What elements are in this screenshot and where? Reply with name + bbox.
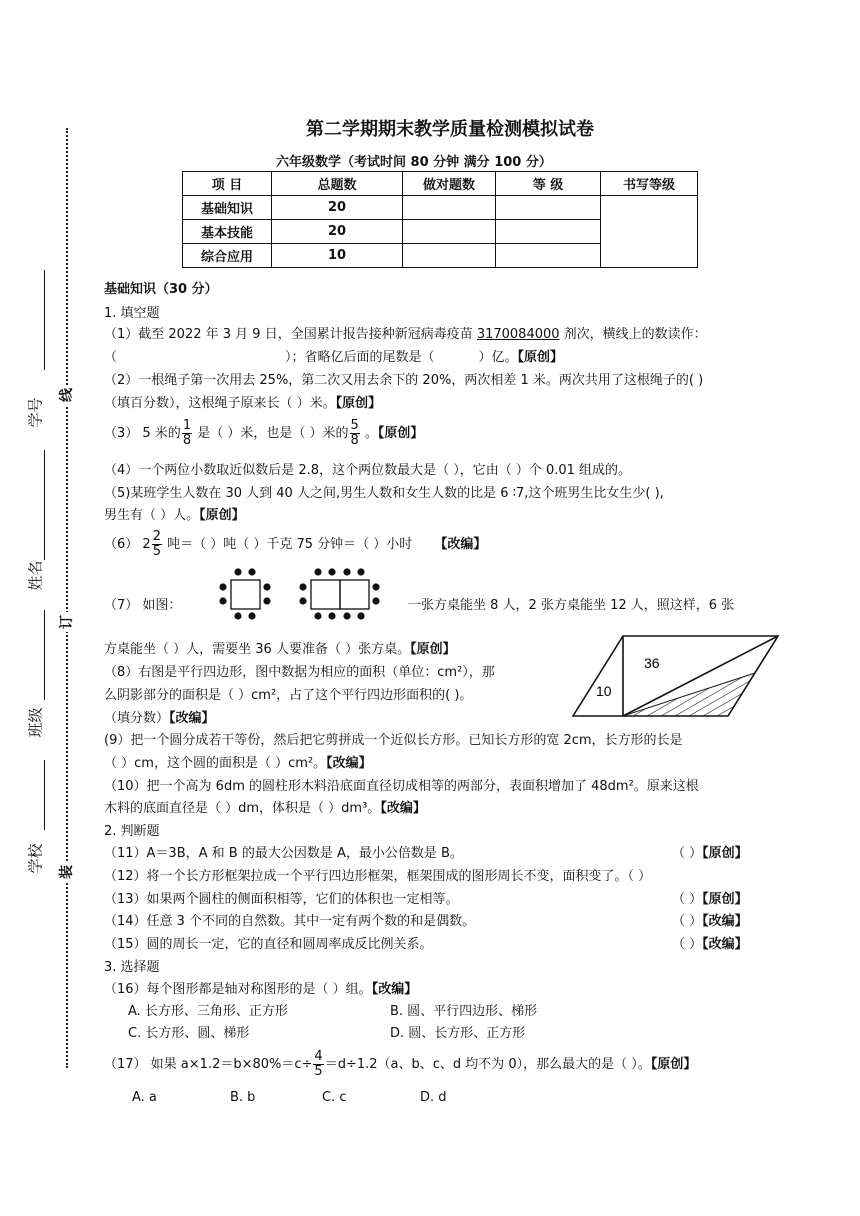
q1-underlined-number: 3170084000 [476, 327, 560, 342]
q9-tag: 【改编】 [326, 756, 372, 771]
question-7-line2 [104, 638, 456, 657]
judge-item-13: （13）如果两个圆柱的侧面积相等，它们的体积也一定相等。 [104, 892, 459, 907]
row-name: 基本技能 [183, 220, 272, 244]
seat-dot [219, 583, 226, 590]
q3-text-b: 是（ ）米，也是（ ）米的 [193, 426, 349, 441]
q6-text-a: （6） 2 [104, 537, 151, 552]
fraction-numerator: 1 [182, 418, 192, 433]
area-label-big: 36 [644, 655, 660, 671]
question-7-lead: （7） 如图： [104, 598, 182, 613]
q7-text: 方桌能坐（ ）人，需要坐 36 人要准备（ ）张方桌。 [104, 642, 411, 657]
q17-text-a: （17） 如果 a×1.2＝b×80%＝c÷ [104, 1057, 313, 1072]
q17-tag: 【原创】 [650, 1057, 697, 1072]
option-16-d[interactable]: D. 圆、长方形、正方形 [390, 1026, 526, 1041]
fraction-1-8 [182, 419, 192, 448]
part-heading-fill: 1. 填空题 [104, 306, 160, 321]
q10-text: 木料的底面直径是（ ）dm，体积是（ ）dm³。 [104, 801, 381, 816]
seat-dot [234, 568, 241, 575]
seat-dot [372, 597, 379, 604]
seat-dot [219, 597, 226, 604]
q1-paren-open: （ [104, 350, 118, 365]
option-16-b[interactable]: B. 圆、平行四边形、梯形 [390, 1004, 538, 1019]
question-2-line2 [104, 392, 381, 411]
question-10-line1: （10）把一个高为 6dm 的圆柱形木料沿底面直径切成相等的两部分，表面积增加了 48dm²。原来这根 [104, 779, 699, 794]
seat-dot [299, 583, 306, 590]
row-grade-cell[interactable] [496, 196, 601, 220]
judge-item-14-answer[interactable] [672, 910, 748, 929]
exam-title: 第二学期期末教学质量检测模拟试卷 [306, 119, 594, 140]
double-table-right [340, 580, 369, 609]
part-heading-choice: 3. 选择题 [104, 960, 160, 975]
binding-dotted-line [66, 128, 68, 1068]
question-1-line2 [104, 346, 563, 365]
question-16-stem [104, 978, 417, 997]
q1-text-d: ）亿。 [478, 350, 518, 365]
judge-tag: 【改编】 [702, 914, 748, 929]
table-row [183, 196, 698, 220]
class-line[interactable] [44, 610, 45, 700]
binding-mark-ding: 订 [56, 612, 76, 632]
option-16-a[interactable]: A. 长方形、三角形、正方形 [128, 1004, 288, 1019]
q16-tag: 【改编】 [371, 982, 418, 997]
part-heading-judge: 2. 判断题 [104, 824, 160, 839]
seat-dot [299, 597, 306, 604]
option-17-d[interactable]: D. d [420, 1090, 447, 1105]
question-2-line1: （2）一根绳子第一次用去 25%，第二次又用去余下的 20%，两次相差 1 米。两次共用了这根绳子的( ) [104, 373, 704, 388]
q1-text-a: （1）截至 2022 年 3 月 9 日，全国累计报告接种新冠病毒疫苗 [104, 327, 477, 342]
writing-grade-cell[interactable] [601, 196, 698, 268]
tables-figure [214, 567, 384, 621]
student-name-line[interactable] [44, 450, 45, 560]
q2-text: （填百分数），这根绳子原来长（ ）米。 [104, 396, 336, 411]
school-line[interactable] [44, 760, 45, 830]
fraction-numerator: 5 [350, 418, 359, 433]
answer-paren: （ ） [672, 892, 703, 907]
seat-dot [328, 568, 335, 575]
q8-text: （填分数） [104, 711, 170, 726]
q2-tag: 【原创】 [335, 396, 382, 411]
question-8-line3 [104, 707, 215, 726]
row-correct-cell[interactable] [403, 196, 496, 220]
q1-text-c: ）；省略亿后面的尾数是（ [285, 350, 435, 365]
fraction-denominator: 8 [350, 433, 359, 448]
option-17-b[interactable]: B. b [230, 1090, 256, 1105]
fraction-5-8 [350, 419, 360, 448]
fraction-denominator: 5 [314, 1064, 323, 1079]
fraction-denominator: 5 [152, 544, 161, 559]
q5-text: 男生有（ ）人。 [104, 508, 200, 523]
row-grade-cell[interactable] [496, 244, 601, 268]
fraction-4-5 [313, 1050, 323, 1079]
q16-text: （16）每个图形都是轴对称图形的是（ ）组。 [104, 982, 372, 997]
section-heading: 基础知识（30 分） [104, 282, 218, 297]
answer-paren: （ ） [672, 846, 703, 861]
question-3 [104, 419, 423, 448]
seat-dot [263, 597, 270, 604]
judge-item-11-answer[interactable] [672, 842, 748, 861]
binding-mark-xian: 线 [56, 385, 76, 405]
seat-dot [357, 568, 364, 575]
judge-item-13-answer[interactable] [672, 888, 748, 907]
q5-tag: 【原创】 [199, 508, 245, 523]
area-label-small: 10 [596, 683, 612, 699]
seat-dot [314, 612, 321, 619]
question-8-line1: （8）右图是平行四边形，图中数据为相应的面积（单位：cm²），那 [104, 665, 495, 680]
row-total: 20 [272, 220, 403, 244]
school-label: 学校 [26, 843, 45, 874]
header-writing-grade: 书写等级 [601, 172, 698, 196]
row-correct-cell[interactable] [403, 244, 496, 268]
q6-tag: 【改编】 [434, 537, 487, 552]
header-correct: 做对题数 [403, 172, 496, 196]
seat-dot [263, 583, 270, 590]
fraction-numerator: 4 [314, 1049, 323, 1064]
question-1-line1 [104, 323, 707, 342]
judge-tag: 【原创】 [702, 892, 748, 907]
student-id-line[interactable] [44, 270, 45, 370]
score-table-header [183, 172, 698, 196]
class-label: 班级 [26, 707, 45, 738]
question-7-text: 一张方桌能坐 8 人，2 张方桌能坐 12 人，照这样，6 张 [408, 598, 735, 613]
student-name-label: 姓名 [26, 560, 45, 591]
header-grade: 等 级 [496, 172, 601, 196]
question-17-stem [104, 1050, 696, 1079]
q17-text-b: ＝d÷1.2（a、b、c、d 均不为 0），那么最大的是（ ）。 [324, 1057, 651, 1072]
header-item: 项 目 [183, 172, 272, 196]
single-table [231, 580, 260, 609]
header-total: 总题数 [272, 172, 403, 196]
q8-tag: 【改编】 [169, 711, 215, 726]
row-name: 综合应用 [183, 244, 272, 268]
answer-paren: （ ） [672, 914, 703, 929]
question-5-line2 [104, 504, 245, 523]
fraction-numerator: 2 [152, 529, 161, 544]
student-id-label: 学号 [26, 397, 45, 428]
q3-text-a: （3） 5 米的 [104, 426, 181, 441]
q10-tag: 【改编】 [380, 801, 426, 816]
option-16-c[interactable]: C. 长方形、圆、梯形 [128, 1026, 250, 1041]
question-9-line2 [104, 752, 372, 771]
fraction-denominator: 8 [182, 433, 192, 448]
seat-dot [343, 568, 350, 575]
shaded-region [623, 673, 755, 716]
question-10-line2 [104, 797, 426, 816]
seat-dot [314, 568, 321, 575]
row-total: 10 [272, 244, 403, 268]
fraction-2-5 [152, 530, 162, 559]
row-grade-cell[interactable] [496, 220, 601, 244]
score-table [182, 171, 698, 268]
q9-text: （ ）cm，这个圆的面积是（ ）cm²。 [104, 756, 327, 771]
seat-dot [343, 612, 350, 619]
question-8-line2: 么阴影部分的面积是（ ）cm²，占了这个平行四边形面积的( )。 [104, 688, 473, 703]
judge-tag: 【改编】 [702, 937, 748, 952]
question-4: （4）一个两位小数取近似数后是 2.8，这个两位数最大是（ ），它由（ ）个 0.01 组成的。 [104, 463, 632, 478]
parallelogram-figure [568, 632, 784, 720]
exam-subtitle: 六年级数学（考试时间 80 分钟 满分 100 分） [276, 155, 552, 170]
binding-mark-zhuang: 装 [56, 862, 76, 882]
seat-dot [328, 612, 335, 619]
row-name: 基础知识 [183, 196, 272, 220]
question-6 [104, 530, 486, 559]
seat-dot [248, 612, 255, 619]
seat-dot [248, 568, 255, 575]
question-9-line1: (9）把一个圆分成若干等份，然后把它剪拼成一个近似长方形。已知长方形的宽 2cm，长方形的长是 [104, 733, 683, 748]
judge-item-14: （14）任意 3 个不同的自然数。其中一定有两个数的和是偶数。 [104, 914, 476, 929]
row-correct-cell[interactable] [403, 220, 496, 244]
row-total: 20 [272, 196, 403, 220]
seat-dot [234, 612, 241, 619]
option-17-a[interactable]: A. a [132, 1090, 157, 1105]
judge-item-15: （15）圆的周长一定，它的直径和圆周率成反比例关系。 [104, 937, 433, 952]
q7-tag: 【原创】 [410, 642, 456, 657]
seat-dot [357, 612, 364, 619]
q3-text-c: 。 [360, 426, 378, 441]
option-17-c[interactable]: C. c [322, 1090, 347, 1105]
judge-tag: 【原创】 [702, 846, 748, 861]
question-5-line1: （5)某班学生人数在 30 人到 40 人之间,男生人数和女生人数的比是 6 ∶7,这个班男生比女生少( ), [104, 486, 664, 501]
q1-text-b: 剂次，横线上的数读作： [559, 327, 707, 342]
q1-tag: 【原创】 [517, 350, 564, 365]
seat-dot [372, 583, 379, 590]
judge-item-12: （12）将一个长方形框架拉成一个平行四边形框架，框架围成的图形周长不变，面积变了。（ ） [104, 869, 652, 884]
double-table-left [311, 580, 340, 609]
judge-item-15-answer[interactable] [672, 933, 748, 952]
answer-paren: （ ） [672, 937, 703, 952]
judge-item-11: （11）A＝3B，A 和 B 的最大公因数是 A，最小公倍数是 B。 [104, 846, 463, 861]
q3-tag: 【原创】 [377, 426, 424, 441]
q6-text-b: 吨＝（ ）吨（ ）千克 75 分钟＝（ ）小时 [162, 537, 413, 552]
